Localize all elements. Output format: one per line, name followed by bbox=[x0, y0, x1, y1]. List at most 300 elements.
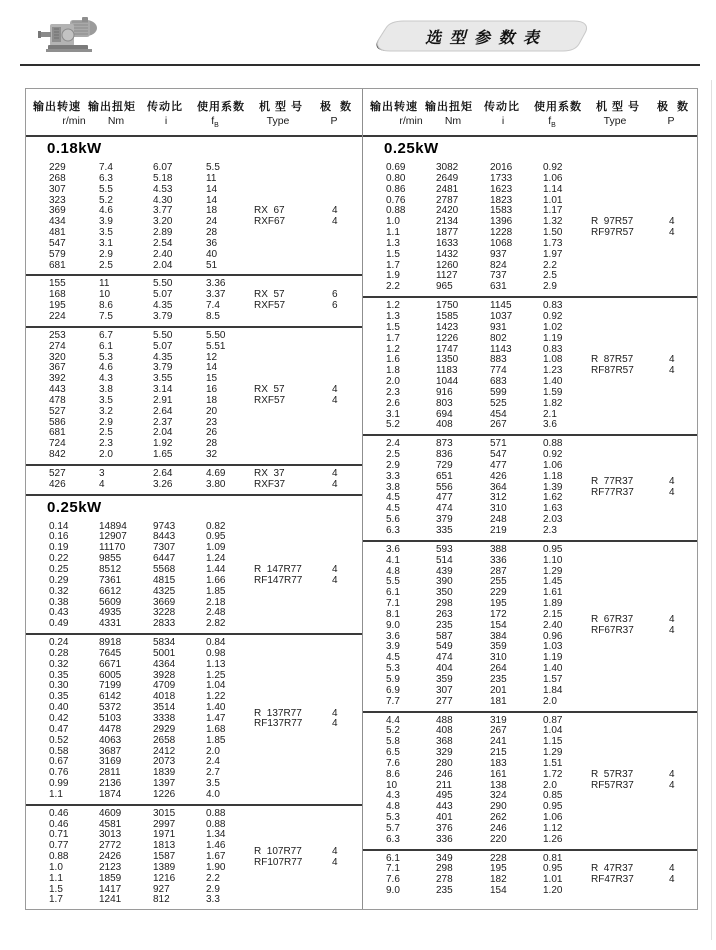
cell-speed: 253 bbox=[49, 329, 66, 341]
cell-torque: 556 bbox=[436, 481, 453, 493]
cell-torque: 6142 bbox=[99, 691, 122, 703]
cell-ratio: 5.50 bbox=[153, 278, 173, 290]
cell-service-factor: 0.87 bbox=[543, 714, 563, 726]
cell-model-type bbox=[254, 353, 332, 364]
header-divider-rule bbox=[20, 64, 700, 66]
table-row bbox=[363, 716, 697, 727]
cell-model-type bbox=[254, 649, 332, 660]
cell-torque: 1747 bbox=[436, 343, 459, 355]
cell-torque: 11 bbox=[99, 278, 110, 290]
cell-model-type bbox=[254, 239, 332, 250]
cell-torque: 916 bbox=[436, 386, 453, 398]
cell-speed bbox=[363, 228, 436, 239]
cell-torque: 6.7 bbox=[99, 329, 113, 341]
table-row bbox=[363, 271, 697, 282]
cell-ratio bbox=[153, 719, 206, 730]
cell-ratio: 2.64 bbox=[153, 467, 173, 479]
model-type-overlay bbox=[363, 477, 697, 499]
cell-service-factor: 1.57 bbox=[543, 673, 563, 685]
cell-speed: 5.3 bbox=[386, 663, 400, 675]
cell-service-factor: 28 bbox=[206, 227, 218, 239]
cell-service-factor: 5.5 bbox=[206, 162, 220, 173]
cell-service-factor: 2.5 bbox=[543, 270, 557, 282]
cell-model-type bbox=[254, 885, 332, 896]
cell-speed bbox=[363, 864, 436, 875]
cell-model-type bbox=[591, 312, 669, 323]
table-row bbox=[363, 545, 697, 556]
cell-service-factor bbox=[206, 719, 254, 730]
cell-model-type bbox=[254, 363, 332, 374]
cell-service-factor: 1.39 bbox=[543, 481, 563, 493]
cell-torque: 1183 bbox=[436, 365, 458, 377]
cell-model-type: RX 37 bbox=[254, 467, 285, 479]
cell-ratio: 931 bbox=[490, 321, 507, 333]
table-row bbox=[363, 886, 697, 897]
table-row bbox=[26, 608, 362, 619]
cell-torque: 3.5 bbox=[99, 227, 113, 239]
cell-ratio: 3.14 bbox=[153, 384, 173, 396]
cell-service-factor: 51 bbox=[206, 259, 218, 271]
model-type-overlay bbox=[26, 206, 362, 228]
cell-torque: 1260 bbox=[436, 259, 459, 271]
cell-torque: 7.4 bbox=[99, 162, 113, 173]
table-row bbox=[363, 577, 697, 588]
cell-poles: 4 bbox=[669, 779, 675, 791]
cell-torque: 211 bbox=[436, 779, 452, 791]
cell-poles bbox=[669, 588, 699, 599]
cell-torque: 443 bbox=[436, 801, 453, 813]
table-row bbox=[363, 556, 697, 567]
table-row bbox=[363, 835, 697, 846]
cell-ratio: 1037 bbox=[490, 310, 513, 322]
cell-ratio: 2.54 bbox=[153, 237, 173, 249]
cell-torque: 277 bbox=[436, 695, 453, 707]
cell-service-factor bbox=[206, 858, 254, 869]
cell-poles bbox=[669, 439, 699, 450]
cell-model-type bbox=[254, 185, 332, 196]
cell-model-type bbox=[254, 428, 332, 439]
cell-service-factor: 11 bbox=[206, 172, 217, 184]
model-type-row bbox=[26, 480, 362, 491]
cell-model-type bbox=[591, 163, 669, 174]
cell-ratio: 262 bbox=[490, 812, 507, 824]
cell-ratio: 248 bbox=[490, 514, 507, 526]
cell-model-type bbox=[591, 726, 669, 737]
table-row bbox=[363, 504, 697, 515]
selection-parameter-table bbox=[25, 88, 698, 910]
cell-poles bbox=[669, 239, 699, 250]
cell-ratio bbox=[490, 615, 543, 626]
cell-ratio: 2.91 bbox=[153, 394, 173, 406]
cell-ratio bbox=[153, 469, 206, 480]
cell-model-type bbox=[254, 587, 332, 598]
cell-speed: 2.4 bbox=[386, 438, 400, 450]
cell-speed: 0.76 bbox=[386, 194, 406, 206]
cell-torque bbox=[436, 615, 490, 626]
cell-speed: 0.24 bbox=[49, 637, 69, 649]
cell-model-type: RF67R37 bbox=[591, 625, 634, 637]
cell-poles bbox=[332, 239, 362, 250]
cell-ratio: 4.35 bbox=[153, 351, 173, 363]
cell-service-factor: 1.19 bbox=[543, 652, 563, 664]
cell-speed: 168 bbox=[49, 289, 66, 301]
cell-service-factor: 1.67 bbox=[206, 851, 226, 863]
cell-torque: 7.5 bbox=[99, 310, 113, 322]
cell-service-factor: 1.85 bbox=[206, 585, 226, 597]
cell-ratio: 824 bbox=[490, 259, 507, 271]
cell-speed: 2.5 bbox=[386, 449, 400, 461]
cell-speed: 1.1 bbox=[386, 227, 400, 239]
cell-speed bbox=[363, 488, 436, 499]
cell-torque: 4 bbox=[99, 478, 105, 490]
model-type-row bbox=[26, 396, 362, 407]
cell-poles: 4 bbox=[669, 227, 675, 239]
cell-poles bbox=[332, 830, 362, 841]
cell-speed: 1.1 bbox=[49, 872, 63, 884]
cell-model-type: RF97R57 bbox=[591, 227, 634, 239]
cell-model-type bbox=[591, 282, 669, 293]
header-label-cn: 输出转速 bbox=[370, 101, 418, 113]
cell-model-type bbox=[591, 504, 669, 515]
cell-poles bbox=[332, 885, 362, 896]
cell-model-type bbox=[591, 748, 669, 759]
cell-model-type bbox=[591, 461, 669, 472]
table-row bbox=[363, 239, 697, 250]
cell-service-factor: 1.04 bbox=[543, 725, 563, 737]
cell-torque: 14894 bbox=[99, 520, 127, 532]
cell-speed: 481 bbox=[49, 227, 66, 239]
cell-torque: 694 bbox=[436, 408, 453, 420]
cell-ratio: 812 bbox=[153, 894, 170, 906]
cell-poles bbox=[669, 791, 699, 802]
cell-poles bbox=[332, 619, 362, 630]
cell-ratio: 2412 bbox=[153, 745, 176, 757]
cell-ratio bbox=[490, 770, 543, 781]
cell-service-factor: 5.51 bbox=[206, 340, 226, 352]
cell-speed: 842 bbox=[49, 449, 66, 461]
cell-service-factor: 1.25 bbox=[206, 669, 226, 681]
cell-model-type bbox=[591, 271, 669, 282]
cell-service-factor: 26 bbox=[206, 427, 218, 439]
title-banner bbox=[374, 20, 592, 54]
cell-model-type: R 137R77 bbox=[254, 707, 302, 719]
header-unit: i bbox=[501, 115, 505, 127]
table-row bbox=[26, 342, 362, 353]
table-row bbox=[26, 736, 362, 747]
cell-ratio bbox=[490, 864, 543, 875]
cell-speed: 0.25 bbox=[49, 564, 69, 575]
cell-model-type: R 87R57 bbox=[591, 354, 634, 366]
cell-service-factor: 18 bbox=[206, 205, 218, 217]
cell-service-factor: 0.95 bbox=[543, 543, 563, 555]
table-row bbox=[363, 759, 697, 770]
cell-service-factor: 0.81 bbox=[543, 852, 563, 864]
cell-poles: 6 bbox=[332, 289, 338, 301]
cell-ratio: 1.92 bbox=[153, 438, 173, 450]
cell-service-factor: 1.72 bbox=[543, 768, 563, 780]
model-type-row bbox=[26, 301, 362, 312]
cell-poles bbox=[669, 410, 699, 421]
cell-service-factor: 1.15 bbox=[543, 736, 563, 748]
cell-poles bbox=[669, 504, 699, 515]
cell-ratio: 4018 bbox=[153, 691, 176, 703]
cell-speed: 0.69 bbox=[386, 162, 406, 173]
cell-torque: 1877 bbox=[436, 227, 459, 239]
table-row bbox=[363, 515, 697, 526]
cell-speed: 155 bbox=[49, 278, 66, 290]
cell-ratio: 161 bbox=[490, 768, 507, 780]
cell-poles bbox=[669, 261, 699, 272]
cell-speed: 323 bbox=[49, 194, 66, 206]
cell-poles bbox=[669, 599, 699, 610]
cell-service-factor: 4.0 bbox=[206, 788, 220, 800]
cell-torque: 329 bbox=[436, 747, 453, 759]
cell-service-factor: 1.26 bbox=[543, 833, 563, 845]
cell-poles bbox=[669, 567, 699, 578]
gear-motor-icon bbox=[34, 12, 102, 62]
cell-torque: 408 bbox=[436, 419, 453, 431]
cell-ratio: 195 bbox=[490, 598, 507, 610]
cell-ratio: 4364 bbox=[153, 658, 176, 670]
cell-poles bbox=[332, 638, 362, 649]
cell-ratio: 4709 bbox=[153, 680, 176, 692]
cell-service-factor: 0.96 bbox=[543, 630, 563, 642]
cell-torque bbox=[99, 396, 153, 407]
cell-service-factor: 2.7 bbox=[206, 767, 220, 779]
cell-speed: 0.42 bbox=[49, 712, 69, 724]
cell-service-factor: 1.06 bbox=[543, 172, 563, 184]
cell-speed: 426 bbox=[49, 478, 66, 490]
cell-torque: 401 bbox=[436, 812, 453, 824]
cell-model-type: RF87R57 bbox=[591, 365, 634, 377]
cell-model-type bbox=[254, 522, 332, 533]
cell-speed: 2.0 bbox=[386, 376, 400, 388]
cell-ratio: 6447 bbox=[153, 553, 176, 565]
cell-torque: 474 bbox=[436, 503, 453, 515]
data-block bbox=[26, 274, 362, 325]
cell-poles bbox=[332, 820, 362, 831]
cell-speed: 3.6 bbox=[386, 543, 400, 555]
cell-speed: 5.3 bbox=[386, 812, 400, 824]
cell-torque: 404 bbox=[436, 663, 453, 675]
cell-torque: 336 bbox=[436, 833, 453, 845]
cell-speed bbox=[363, 477, 436, 488]
cell-ratio: 312 bbox=[490, 492, 507, 504]
cell-service-factor: 1.24 bbox=[206, 553, 226, 565]
cell-torque: 278 bbox=[436, 874, 453, 886]
header-unit: r/min bbox=[399, 115, 423, 127]
cell-torque: 235 bbox=[436, 885, 453, 897]
cell-poles bbox=[332, 692, 362, 703]
cell-torque: 298 bbox=[436, 863, 453, 875]
cell-service-factor: 2.0 bbox=[206, 745, 220, 757]
cell-ratio: 1396 bbox=[490, 216, 513, 228]
cell-torque: 5103 bbox=[99, 712, 122, 724]
cell-service-factor bbox=[543, 626, 591, 637]
cell-poles bbox=[332, 331, 362, 342]
model-type-row bbox=[363, 615, 697, 626]
cell-poles bbox=[669, 323, 699, 334]
cell-model-type bbox=[254, 692, 332, 703]
cell-model-type: R 107R77 bbox=[254, 845, 302, 857]
cell-service-factor: 2.03 bbox=[543, 514, 563, 526]
cell-poles bbox=[332, 363, 362, 374]
cell-speed: 5.6 bbox=[386, 514, 400, 526]
cell-service-factor bbox=[206, 396, 254, 407]
cell-service-factor: 2.3 bbox=[543, 525, 557, 536]
cell-poles bbox=[669, 185, 699, 196]
header-label-cn: 输出扭矩 bbox=[88, 101, 136, 113]
cell-torque: 280 bbox=[436, 757, 453, 769]
cell-torque: 1859 bbox=[99, 872, 122, 884]
cell-torque: 1241 bbox=[99, 894, 122, 906]
cell-model-type bbox=[591, 824, 669, 835]
cell-poles bbox=[669, 301, 699, 312]
cell-ratio: 3015 bbox=[153, 807, 176, 819]
cell-service-factor: 1.20 bbox=[543, 885, 563, 897]
cell-ratio: 2997 bbox=[153, 818, 176, 830]
cell-speed: 320 bbox=[49, 351, 66, 363]
cell-speed: 0.35 bbox=[49, 669, 69, 681]
cell-ratio bbox=[153, 206, 206, 217]
cell-model-type bbox=[254, 543, 332, 554]
cell-ratio: 547 bbox=[490, 449, 507, 461]
cell-poles bbox=[332, 790, 362, 801]
cell-ratio: 183 bbox=[490, 757, 507, 769]
cell-torque: 3.2 bbox=[99, 405, 113, 417]
cell-torque: 4.6 bbox=[99, 205, 113, 217]
cell-torque bbox=[436, 217, 490, 228]
cell-poles bbox=[332, 185, 362, 196]
model-type-row bbox=[363, 864, 697, 875]
cell-ratio: 3928 bbox=[153, 669, 176, 681]
cell-poles bbox=[669, 399, 699, 410]
cell-speed: 0.30 bbox=[49, 680, 69, 692]
cell-model-type bbox=[591, 334, 669, 345]
cell-service-factor bbox=[543, 615, 591, 626]
cell-model-type: R 97R57 bbox=[591, 216, 634, 228]
cell-service-factor: 0.83 bbox=[543, 300, 563, 312]
data-block bbox=[363, 849, 697, 900]
cell-model-type: RXF57 bbox=[254, 300, 286, 312]
cell-service-factor: 2.9 bbox=[206, 883, 220, 895]
cell-ratio: 2.04 bbox=[153, 427, 173, 439]
cell-speed bbox=[363, 355, 436, 366]
cell-poles bbox=[332, 450, 362, 461]
table-row bbox=[26, 407, 362, 418]
cell-ratio: 138 bbox=[490, 779, 507, 791]
cell-torque: 263 bbox=[436, 608, 453, 620]
cell-torque: 350 bbox=[436, 587, 453, 599]
cell-model-type bbox=[591, 439, 669, 450]
header-unit: i bbox=[164, 115, 168, 127]
cell-ratio: 2016 bbox=[490, 162, 513, 173]
cell-model-type bbox=[591, 577, 669, 588]
cell-ratio: 4.53 bbox=[153, 183, 173, 195]
cell-speed bbox=[363, 781, 436, 792]
cell-torque: 7645 bbox=[99, 647, 122, 659]
cell-service-factor: 1.09 bbox=[206, 542, 226, 554]
cell-torque: 1423 bbox=[436, 321, 459, 333]
cell-torque bbox=[99, 301, 153, 312]
cell-speed: 307 bbox=[49, 183, 66, 195]
cell-model-type bbox=[254, 450, 332, 461]
cell-speed: 0.35 bbox=[49, 691, 69, 703]
cell-poles: 4 bbox=[332, 845, 338, 857]
model-type-overlay bbox=[26, 709, 362, 731]
table-row bbox=[26, 228, 362, 239]
cell-service-factor: 1.40 bbox=[206, 702, 226, 714]
cell-ratio: 310 bbox=[490, 652, 507, 664]
cell-model-type bbox=[254, 228, 332, 239]
cell-poles bbox=[332, 779, 362, 790]
cell-speed: 478 bbox=[49, 394, 66, 406]
cell-model-type bbox=[254, 619, 332, 630]
cell-ratio: 3.79 bbox=[153, 362, 173, 374]
cell-model-type bbox=[591, 567, 669, 578]
cell-ratio: 324 bbox=[490, 790, 507, 802]
cell-service-factor: 23 bbox=[206, 416, 218, 428]
cell-poles bbox=[332, 681, 362, 692]
cell-service-factor: 1.02 bbox=[543, 321, 563, 333]
table-row bbox=[363, 813, 697, 824]
cell-speed: 4.8 bbox=[386, 801, 400, 813]
table-row bbox=[26, 532, 362, 543]
cell-speed: 5.2 bbox=[386, 725, 400, 737]
cell-speed: 2.3 bbox=[386, 386, 400, 398]
data-block bbox=[363, 711, 697, 849]
cell-service-factor: 1.01 bbox=[543, 194, 563, 206]
table-row bbox=[26, 163, 362, 174]
cell-service-factor bbox=[543, 864, 591, 875]
cell-service-factor: 24 bbox=[206, 216, 218, 228]
cell-torque bbox=[436, 488, 490, 499]
cell-model-type: R 47R37 bbox=[591, 863, 634, 875]
cell-model-type bbox=[254, 830, 332, 841]
cell-torque: 965 bbox=[436, 281, 453, 293]
header-unit: r/min bbox=[62, 115, 86, 127]
cell-model-type: RF107R77 bbox=[254, 856, 303, 868]
cell-ratio: 228 bbox=[490, 852, 507, 864]
cell-service-factor bbox=[206, 847, 254, 858]
cell-ratio: 5.07 bbox=[153, 340, 173, 352]
cell-service-factor: 32 bbox=[206, 449, 218, 461]
cell-model-type bbox=[591, 174, 669, 185]
cell-service-factor: 0.88 bbox=[206, 818, 226, 830]
cell-speed: 0.67 bbox=[49, 756, 69, 768]
table-row bbox=[26, 331, 362, 342]
cell-speed: 8.6 bbox=[386, 768, 400, 780]
cell-speed: 2.6 bbox=[386, 397, 400, 409]
cell-poles: 4 bbox=[332, 574, 338, 586]
cell-torque: 3.8 bbox=[99, 384, 113, 396]
cell-service-factor: 2.0 bbox=[543, 695, 557, 707]
cell-poles bbox=[669, 377, 699, 388]
cell-service-factor: 28 bbox=[206, 438, 218, 450]
cell-ratio: 4.30 bbox=[153, 194, 173, 206]
cell-service-factor: 40 bbox=[206, 248, 218, 260]
cell-service-factor: 2.15 bbox=[543, 608, 563, 620]
cell-speed bbox=[26, 206, 99, 217]
table-row bbox=[363, 854, 697, 865]
table-row bbox=[26, 450, 362, 461]
unit-subscript: B bbox=[551, 122, 556, 130]
cell-service-factor: 1.22 bbox=[206, 691, 226, 703]
table-column-header bbox=[26, 89, 362, 137]
cell-poles bbox=[669, 515, 699, 526]
cell-ratio: 4815 bbox=[153, 574, 176, 586]
cell-torque: 2426 bbox=[99, 851, 122, 863]
